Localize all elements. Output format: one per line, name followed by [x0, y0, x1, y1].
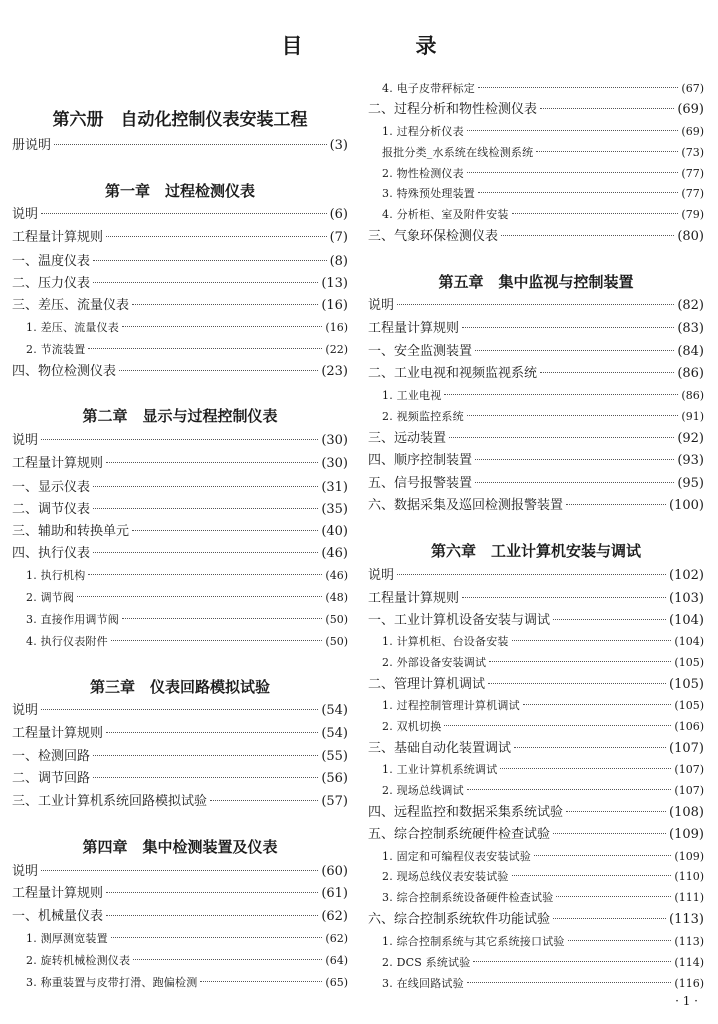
entry-title: 三、气象环保检测仪表	[368, 229, 499, 244]
dot-leader	[568, 940, 672, 941]
entry-title: 三、远动装置	[368, 431, 447, 446]
page-ref: (60)	[321, 864, 348, 879]
entry-title: 2. 旋转机械检测仪表	[26, 954, 131, 967]
entry-title: 二、调节回路	[12, 771, 91, 786]
dot-leader	[106, 915, 318, 916]
dot-leader	[566, 504, 666, 505]
dot-leader	[523, 704, 672, 705]
page-ref: (62)	[325, 932, 348, 945]
toc-subentry[interactable]	[12, 634, 348, 650]
toc-subentry[interactable]	[368, 634, 704, 650]
page-ref: (104)	[669, 613, 704, 628]
toc-entry[interactable]	[368, 805, 704, 821]
toc-subentry[interactable]	[12, 975, 348, 991]
page-ref: (92)	[677, 431, 704, 446]
dot-leader	[122, 326, 322, 327]
dot-leader	[462, 597, 666, 598]
dot-leader	[500, 768, 671, 769]
toc-subentry[interactable]	[368, 869, 704, 885]
dot-leader	[553, 619, 666, 620]
toc-entry[interactable]	[12, 864, 348, 880]
toc-entry[interactable]	[12, 909, 348, 925]
dot-leader	[93, 508, 318, 509]
chapter-heading: 第三章 仪表回路模拟试验	[89, 678, 270, 696]
entry-title: 说明	[368, 568, 395, 583]
entry-title: 1. 执行机构	[26, 569, 86, 582]
entry-title: 六、数据采集及巡回检测报警装置	[368, 498, 564, 513]
dot-leader	[553, 918, 666, 919]
dot-leader	[106, 732, 318, 733]
page-number: · 1 ·	[675, 994, 698, 1008]
toc-entry[interactable]	[12, 276, 348, 292]
page-ref: (79)	[681, 208, 704, 221]
chapter-heading: 第五章 集中监视与控制装置	[438, 273, 634, 291]
entry-title: 2. 双机切换	[382, 720, 442, 733]
entry-title: 工程量计算规则	[368, 591, 460, 606]
dot-leader	[122, 618, 322, 619]
entry-title: 2. 视频监控系统	[382, 410, 464, 423]
page-ref: (46)	[321, 546, 348, 561]
page-ref: (30)	[321, 456, 348, 471]
entry-title: 一、工业计算机设备安装与调试	[368, 613, 551, 628]
toc-entry[interactable]	[12, 771, 348, 787]
entry-title: 1. 固定和可编程仪表安装试验	[382, 850, 531, 863]
dot-leader	[536, 151, 678, 152]
page-title: 目 录	[281, 33, 483, 58]
entry-title: 工程量计算规则	[12, 726, 104, 741]
dot-leader	[41, 439, 318, 440]
entry-title: 四、执行仪表	[12, 546, 91, 561]
toc-subentry[interactable]	[12, 568, 348, 584]
dot-leader	[473, 961, 671, 962]
toc-subentry[interactable]	[12, 320, 348, 336]
chapter-heading: 第六章 工业计算机安装与调试	[430, 542, 641, 560]
entry-title: 一、温度仪表	[12, 254, 91, 269]
dot-leader	[478, 87, 678, 88]
toc-entry[interactable]	[12, 703, 348, 719]
entry-title: 1. 计算机柜、台设备安装	[382, 635, 509, 648]
dot-leader	[512, 213, 679, 214]
toc-entry[interactable]	[368, 827, 704, 843]
dot-leader	[119, 370, 318, 371]
entry-title: 四、物位检测仪表	[12, 364, 117, 379]
entry-title: 3. 在线回路试验	[382, 977, 464, 990]
dot-leader	[512, 640, 672, 641]
page-ref: (67)	[681, 82, 704, 95]
toc-subentry[interactable]	[368, 762, 704, 778]
page-ref: (82)	[677, 298, 704, 313]
page-ref: (6)	[329, 207, 348, 222]
toc-subentry[interactable]	[368, 698, 704, 714]
page-ref: (13)	[321, 276, 348, 291]
page-ref: (23)	[321, 364, 348, 379]
entry-title: 五、信号报警装置	[368, 476, 473, 491]
entry-title: 二、压力仪表	[12, 276, 91, 291]
dot-leader	[133, 959, 322, 960]
toc-entry[interactable]	[368, 912, 704, 928]
entry-title: 1. 差压、流量仪表	[26, 321, 119, 334]
toc-entry[interactable]	[12, 886, 348, 902]
toc-subentry[interactable]	[368, 890, 704, 906]
page-ref: (107)	[674, 763, 704, 776]
page-ref: (65)	[325, 976, 348, 989]
dot-leader	[54, 144, 327, 145]
dot-leader	[475, 482, 674, 483]
dot-leader	[93, 552, 318, 553]
entry-title: 二、过程分析和物性检测仪表	[368, 102, 538, 117]
entry-title: 2. 调节阀	[26, 591, 75, 604]
entry-title: 说明	[12, 207, 39, 222]
entry-title: 1. 过程控制管理计算机调试	[382, 699, 520, 712]
chapter-heading: 第四章 集中检测装置及仪表	[82, 838, 278, 856]
dot-leader	[111, 640, 323, 641]
toc-entry[interactable]	[12, 456, 348, 472]
dot-leader	[478, 192, 678, 193]
page-ref: (73)	[681, 146, 704, 159]
toc-subentry[interactable]	[12, 590, 348, 606]
page-ref: (86)	[677, 366, 704, 381]
page-ref: (61)	[321, 886, 348, 901]
toc-entry[interactable]	[12, 546, 348, 562]
toc-entry[interactable]	[12, 502, 348, 518]
dot-leader	[534, 855, 671, 856]
dot-leader	[93, 755, 318, 756]
toc-subentry[interactable]	[368, 166, 704, 182]
dot-leader	[488, 683, 666, 684]
toc-entry[interactable]	[368, 568, 704, 584]
entry-title: 3. 称重装置与皮带打滑、跑偏检测	[26, 976, 198, 989]
entry-title: 四、远程监控和数据采集系统试验	[368, 805, 564, 820]
entry-title: 2. 现场总线调试	[382, 784, 464, 797]
page-ref: (113)	[669, 912, 704, 927]
entry-title: 4. 执行仪表附件	[26, 635, 108, 648]
page-ref: (55)	[321, 749, 348, 764]
page-ref: (100)	[669, 498, 704, 513]
dot-leader	[132, 304, 318, 305]
dot-leader	[93, 486, 318, 487]
page-ref: (62)	[321, 909, 348, 924]
toc-entry[interactable]	[368, 677, 704, 693]
toc-entry[interactable]	[368, 741, 704, 757]
chapter-heading: 第一章 过程检测仪表	[104, 182, 255, 200]
entry-title: 三、工业计算机系统回路模拟试验	[12, 794, 208, 809]
toc-subentry[interactable]	[368, 145, 704, 161]
page-ref: (108)	[669, 805, 704, 820]
dot-leader	[41, 213, 327, 214]
dot-leader	[540, 372, 674, 373]
entry-title: 1. 工业电视	[382, 389, 442, 402]
entry-title: 1. 综合控制系统与其它系统接口试验	[382, 935, 565, 948]
toc-subentry[interactable]	[12, 342, 348, 358]
dot-leader	[397, 574, 666, 575]
entry-title: 3. 直接作用调节阀	[26, 613, 119, 626]
page-ref: (91)	[681, 410, 704, 423]
dot-leader	[467, 415, 679, 416]
toc-subentry[interactable]	[368, 81, 704, 97]
toc-subentry[interactable]	[368, 186, 704, 202]
toc-subentry[interactable]	[368, 783, 704, 799]
toc-entry[interactable]	[12, 207, 348, 223]
page-ref: (105)	[674, 699, 704, 712]
entry-title: 工程量计算规则	[12, 230, 104, 245]
dot-leader	[88, 574, 322, 575]
page-ref: (110)	[674, 870, 704, 883]
toc-subentry[interactable]	[368, 849, 704, 865]
page-ref: (107)	[669, 741, 704, 756]
page-ref: (77)	[681, 167, 704, 180]
entry-title: 一、机械量仪表	[12, 909, 104, 924]
page-ref: (3)	[329, 138, 348, 153]
toc-entry[interactable]	[12, 254, 348, 270]
page-ref: (46)	[325, 569, 348, 582]
entry-title: 二、调节仪表	[12, 502, 91, 517]
entry-title: 册说明	[12, 138, 52, 153]
page-ref: (35)	[321, 502, 348, 517]
dot-leader	[467, 982, 672, 983]
toc-entry[interactable]	[12, 794, 348, 810]
dot-leader	[41, 870, 318, 871]
page-ref: (50)	[325, 613, 348, 626]
page-ref: (103)	[669, 591, 704, 606]
entry-title: 2. DCS 系统试验	[382, 956, 471, 969]
toc-entry[interactable]	[368, 298, 704, 314]
page-ref: (69)	[681, 125, 704, 138]
entry-title: 1. 工业计算机系统调试	[382, 763, 498, 776]
toc-entry[interactable]	[368, 344, 704, 360]
dot-leader	[111, 937, 323, 938]
dot-leader	[93, 260, 327, 261]
dot-leader	[41, 709, 318, 710]
entry-title: 四、顺序控制装置	[368, 453, 473, 468]
dot-leader	[449, 437, 674, 438]
entry-title: 六、综合控制系统软件功能试验	[368, 912, 551, 927]
dot-leader	[210, 800, 318, 801]
toc-entry[interactable]	[368, 453, 704, 469]
page-ref: (16)	[321, 298, 348, 313]
entry-title: 说明	[12, 433, 39, 448]
dot-leader	[556, 896, 671, 897]
toc-entry[interactable]	[368, 591, 704, 607]
entry-title: 4. 分析柜、室及附件安装	[382, 208, 509, 221]
entry-title: 3. 特殊预处理装置	[382, 187, 475, 200]
page-ref: (104)	[674, 635, 704, 648]
toc-subentry[interactable]	[368, 655, 704, 671]
toc-subentry[interactable]	[368, 934, 704, 950]
toc-subentry[interactable]	[368, 955, 704, 971]
toc-entry[interactable]	[12, 433, 348, 449]
page-ref: (93)	[677, 453, 704, 468]
page-ref: (57)	[321, 794, 348, 809]
page-ref: (8)	[329, 254, 348, 269]
toc-subentry[interactable]	[368, 409, 704, 425]
page-ref: (30)	[321, 433, 348, 448]
dot-leader	[93, 777, 318, 778]
page-ref: (109)	[669, 827, 704, 842]
chapter-heading: 第二章 显示与过程控制仪表	[82, 407, 278, 425]
entry-title: 1. 过程分析仪表	[382, 125, 464, 138]
page-ref: (102)	[669, 568, 704, 583]
toc-entry[interactable]	[12, 480, 348, 496]
entry-title: 说明	[12, 864, 39, 879]
entry-title: 说明	[368, 298, 395, 313]
toc-subentry[interactable]	[368, 124, 704, 140]
toc-entry[interactable]	[12, 726, 348, 742]
page-ref: (54)	[321, 703, 348, 718]
page-ref: (84)	[677, 344, 704, 359]
toc-entry[interactable]	[368, 498, 704, 514]
page-ref: (109)	[674, 850, 704, 863]
entry-title: 3. 综合控制系统设备硬件检查试验	[382, 891, 554, 904]
toc-entry[interactable]	[368, 321, 704, 337]
dot-leader	[566, 811, 666, 812]
page-ref: (106)	[674, 720, 704, 733]
toc-entry[interactable]	[368, 431, 704, 447]
page-ref: (56)	[321, 771, 348, 786]
dot-leader	[475, 350, 674, 351]
page-ref: (80)	[677, 229, 704, 244]
dot-leader	[77, 596, 322, 597]
page-ref: (113)	[674, 935, 704, 948]
page-ref: (114)	[674, 956, 704, 969]
dot-leader	[462, 327, 674, 328]
entry-title: 2. 现场总线仪表安装试验	[382, 870, 509, 883]
dot-leader	[467, 172, 679, 173]
volume-title: 第六册 自动化控制仪表安装工程	[52, 110, 308, 130]
dot-leader	[514, 747, 666, 748]
toc-entry[interactable]	[368, 229, 704, 245]
dot-leader	[475, 459, 674, 460]
dot-leader	[444, 394, 678, 395]
entry-title: 二、管理计算机调试	[368, 677, 486, 692]
page-ref: (7)	[329, 230, 348, 245]
dot-leader	[106, 236, 327, 237]
dot-leader	[553, 833, 666, 834]
entry-title: 1. 测厚测宽装置	[26, 932, 108, 945]
dot-leader	[489, 661, 671, 662]
toc-subentry[interactable]	[368, 388, 704, 404]
toc-subentry[interactable]	[368, 976, 704, 992]
dot-leader	[200, 981, 322, 982]
page-ref: (22)	[325, 343, 348, 356]
toc-entry[interactable]	[368, 366, 704, 382]
toc-entry[interactable]	[12, 364, 348, 380]
page-ref: (69)	[677, 102, 704, 117]
page-ref: (16)	[325, 321, 348, 334]
entry-title: 工程量计算规则	[368, 321, 460, 336]
dot-leader	[444, 725, 671, 726]
toc-subentry[interactable]	[12, 931, 348, 947]
page-ref: (111)	[674, 891, 704, 904]
toc-subentry[interactable]	[12, 612, 348, 628]
toc-entry[interactable]	[12, 138, 348, 154]
entry-title: 一、显示仪表	[12, 480, 91, 495]
entry-title: 2. 节流装置	[26, 343, 86, 356]
page-ref: (64)	[325, 954, 348, 967]
toc-entry[interactable]	[12, 298, 348, 314]
dot-leader	[397, 304, 674, 305]
entry-title: 三、差压、流量仪表	[12, 298, 130, 313]
entry-title: 一、检测回路	[12, 749, 91, 764]
dot-leader	[88, 348, 322, 349]
page-ref: (107)	[674, 784, 704, 797]
page-ref: (48)	[325, 591, 348, 604]
page-ref: (95)	[677, 476, 704, 491]
toc-entry[interactable]	[12, 230, 348, 246]
entry-title: 2. 物性检测仪表	[382, 167, 464, 180]
dot-leader	[512, 875, 672, 876]
toc-subentry[interactable]	[368, 207, 704, 223]
dot-leader	[501, 235, 674, 236]
entry-title: 五、综合控制系统硬件检查试验	[368, 827, 551, 842]
entry-title: 工程量计算规则	[12, 456, 104, 471]
entry-title: 三、基础自动化装置调试	[368, 741, 512, 756]
entry-title: 说明	[12, 703, 39, 718]
entry-title: 一、安全监测装置	[368, 344, 473, 359]
toc-subentry[interactable]	[12, 953, 348, 969]
dot-leader	[540, 108, 674, 109]
entry-title: 三、辅助和转换单元	[12, 524, 130, 539]
page-ref: (31)	[321, 480, 348, 495]
toc-entry[interactable]	[368, 476, 704, 492]
page-ref: (77)	[681, 187, 704, 200]
page-ref: (105)	[674, 656, 704, 669]
dot-leader	[106, 892, 318, 893]
toc-entry[interactable]	[368, 613, 704, 629]
entry-title: 工程量计算规则	[12, 886, 104, 901]
entry-title: 二、工业电视和视频监视系统	[368, 366, 538, 381]
toc-entry[interactable]	[12, 524, 348, 540]
toc-entry[interactable]	[368, 102, 704, 118]
entry-title: 4. 电子皮带秤标定	[382, 82, 475, 95]
dot-leader	[467, 789, 672, 790]
page-ref: (105)	[669, 677, 704, 692]
dot-leader	[93, 282, 318, 283]
page-ref: (40)	[321, 524, 348, 539]
page-ref: (86)	[681, 389, 704, 402]
entry-title: 报批分类_水系统在线检测系统	[382, 146, 534, 159]
dot-leader	[467, 130, 679, 131]
dot-leader	[106, 462, 318, 463]
dot-leader	[132, 530, 318, 531]
page-ref: (116)	[674, 977, 704, 990]
toc-entry[interactable]	[12, 749, 348, 765]
page-ref: (54)	[321, 726, 348, 741]
toc-subentry[interactable]	[368, 719, 704, 735]
entry-title: 2. 外部设备安装调试	[382, 656, 487, 669]
page-ref: (50)	[325, 635, 348, 648]
page-ref: (83)	[677, 321, 704, 336]
